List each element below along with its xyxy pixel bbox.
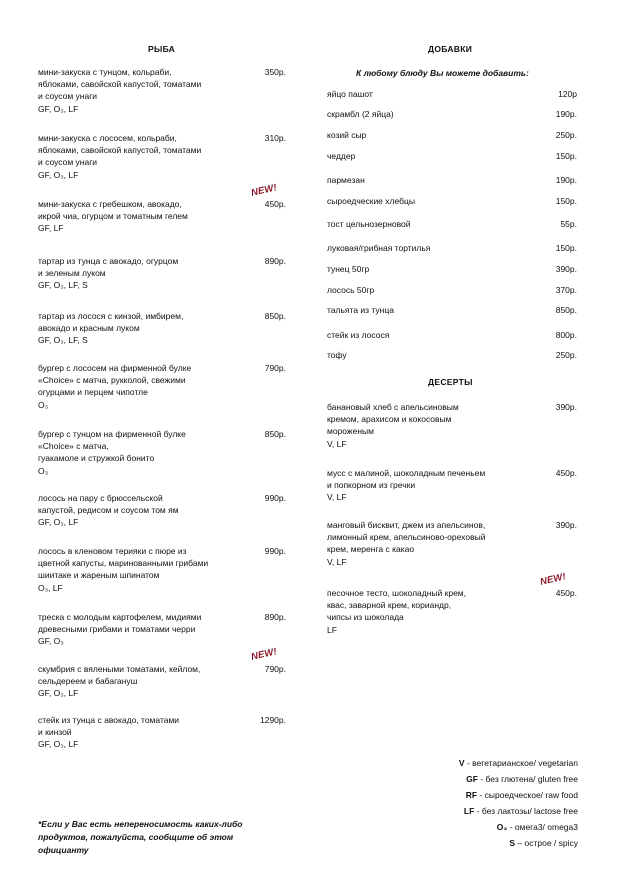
dish-tags: V, LF [327,492,347,503]
legend-row [466,774,578,784]
dish-price: 790р. [264,363,286,373]
legend-code: LF [463,806,475,816]
addon-price: 55р. [560,219,577,229]
dish-tags: V, LF [327,556,347,567]
legend-code: S [509,838,516,848]
desserts-heading: ДЕСЕРТЫ [428,377,473,387]
dish-name: тартар из тунца с авокадо, огурцом и зеленым луком [38,256,179,279]
addon-name: скрамбл (2 яйца) [327,109,394,119]
fish-item [38,428,186,477]
dish-name: мини-закуска с тунцом, кольраби, яблоками, савойской капустой, томатами и соусом унаги [38,67,202,102]
dish-name: манговый бисквит, джем из апельсинов, лимонный крем, апельсиново-ореховый крем, меренга с какао [327,520,486,555]
legend-text: - вегетарианское/ vegetarian [464,758,578,768]
fish-item [38,132,201,181]
new-badge: NEW! [250,646,279,663]
addon-price: 120р [558,89,577,99]
addon-price: 850р. [555,305,577,315]
dish-price: 850р. [264,311,286,321]
dish-name: мини-закуска с лососем, кольраби, яблоками, савойской капустой, томатами и соусом унаги [38,133,202,168]
dish-price: 450р. [555,588,577,598]
fish-heading: РЫБА [148,44,176,54]
dish-name: треска с молодым картофелем, мидиями древесными грибами и томатами черри [38,612,202,635]
dish-price: 350р. [264,67,286,77]
dish-name: банановый хлеб с апельсиновым кремом, арахисом и кокосовым мороженым [327,402,459,437]
legend-text: - без лактозы/ lactose free [474,806,578,816]
fish-item [38,545,208,594]
legend-text: - сыроедческое/ raw food [477,790,578,800]
dish-price: 990р. [264,493,286,503]
dish-tags: GF, O₃, LF, S [38,335,88,346]
allergy-note: *Если у Вас есть непереносимость каких-либо продуктов, пожалуйста, сообщите об этом официанту [38,819,243,855]
addon-price: 150р. [555,151,577,161]
legend-code: RF [465,790,478,800]
dish-tags: LF [327,624,337,635]
addon-name: тальята из тунца [327,305,394,315]
fish-item [38,714,179,751]
dish-price: 450р. [555,468,577,478]
dish-name: песочное тесто, шоколадный крем, квас, заварной крем, кориандр, чипсы из шоколада [327,588,467,623]
addon-name: тунец 50гр [327,264,370,274]
dish-price: 390р. [555,402,577,412]
fish-item [38,362,191,411]
addon-name: яйцо пашот [327,89,373,99]
addon-name: козий сыр [327,130,367,140]
dish-name: тартар из лосося с кинзой, имбирем, авокадо и красным луком [38,311,184,334]
legend-code: GF [466,774,478,784]
fish-item [38,611,201,648]
dish-price: 990р. [264,546,286,556]
dish-name: мусс с малиной, шоколадным печеньем и попкорном из гречки [327,468,486,491]
addon-price: 150р. [555,196,577,206]
fish-item [38,198,188,235]
dish-name: скумбрия с вялеными томатами, кейлом, сельдереем и бабагануш [38,664,201,687]
dish-name: стейк из тунца с авокадо, томатами и кинзой [38,715,180,738]
dish-price: 850р. [264,429,286,439]
addon-price: 190р. [555,109,577,119]
dish-tags: GF, O₃, LF [38,739,79,750]
dish-price: 450р. [264,199,286,209]
dish-tags: GF, O₃, LF, S [38,280,88,291]
dish-tags: O₃, LF [38,582,63,593]
dessert-item [327,587,466,636]
legend-row [497,822,578,832]
dish-name: лосось на пару с брюссельской капустой, редисом и соусом том ям [38,493,179,516]
dish-price: 890р. [264,256,286,266]
dish-tags: V, LF [327,438,347,449]
addon-price: 250р. [555,130,577,140]
addon-price: 250р. [555,350,577,360]
legend-code: O₃ [496,822,508,832]
dish-name: лосось в кленовом терияки с пюре из цветной капусты, маринованными грибами шиитаке и жареным шпинатом [38,546,209,581]
dish-tags: GF, O₃, LF [38,688,79,699]
dish-tags: GF, O₃, LF [38,103,79,114]
dish-price: 890р. [264,612,286,622]
legend-row [466,790,578,800]
addon-name: лосось 50гр [327,285,375,295]
addon-name: луковая/грибная тортилья [327,243,431,253]
dish-tags: GF, LF [38,223,64,234]
addon-name: тофу [327,350,347,360]
dish-price: 390р. [555,520,577,530]
dish-price: 1290р. [260,715,286,725]
legend-row [509,838,578,848]
addon-price: 800р. [555,330,577,340]
dish-tags: GF, O₃ [38,636,64,647]
addon-name: стейк из лосося [327,330,390,340]
addon-price: 370р. [555,285,577,295]
addon-price: 190р. [555,175,577,185]
legend-text: - омега3/ omega3 [507,822,578,832]
legend-code: V [458,758,465,768]
legend-text: – острое / spicy [515,838,578,848]
dish-price: 790р. [264,664,286,674]
dish-name: бургер с лососем на фирменной булке «Choice» с матча, рукколой, свежими огурцами и перцем чипотле [38,363,192,398]
dish-tags: O₃ [38,399,49,410]
fish-item [38,66,201,115]
fish-item [38,492,179,529]
addon-name: чеддер [327,151,356,161]
addon-price: 150р. [555,243,577,253]
dish-tags: GF, O₃, LF [38,517,79,528]
dish-price: 310р. [264,133,286,143]
new-badge: NEW! [539,571,568,588]
dish-tags: O₃ [38,465,49,476]
dish-tags: GF, O₃, LF [38,169,79,180]
legend-row [459,758,578,768]
legend-row [464,806,578,816]
addon-name: тост цельнозерновой [327,219,411,229]
legend-text: - без глютена/ gluten free [477,774,578,784]
fish-item [38,663,200,700]
dessert-item [327,519,485,568]
fish-item [38,310,183,347]
dessert-item [327,401,459,450]
fish-item [38,255,178,292]
addon-price: 390р. [555,264,577,274]
addons-heading: ДОБАВКИ [428,44,473,54]
addon-name: сыроедческие хлебцы [327,196,415,206]
dish-name: мини-закуска с гребешком, авокадо, икрой чиа, огурцом и томатным гелем [38,199,188,222]
dish-name: бургер с тунцом на фирменной булке «Choice» с матча, гуакамоле и стружкой бонито [38,429,186,464]
dessert-item [327,467,485,504]
addon-name: пармезан [327,175,365,185]
addons-subtitle: К любому блюду Вы можете добавить: [356,68,529,78]
new-badge: NEW! [250,182,279,199]
